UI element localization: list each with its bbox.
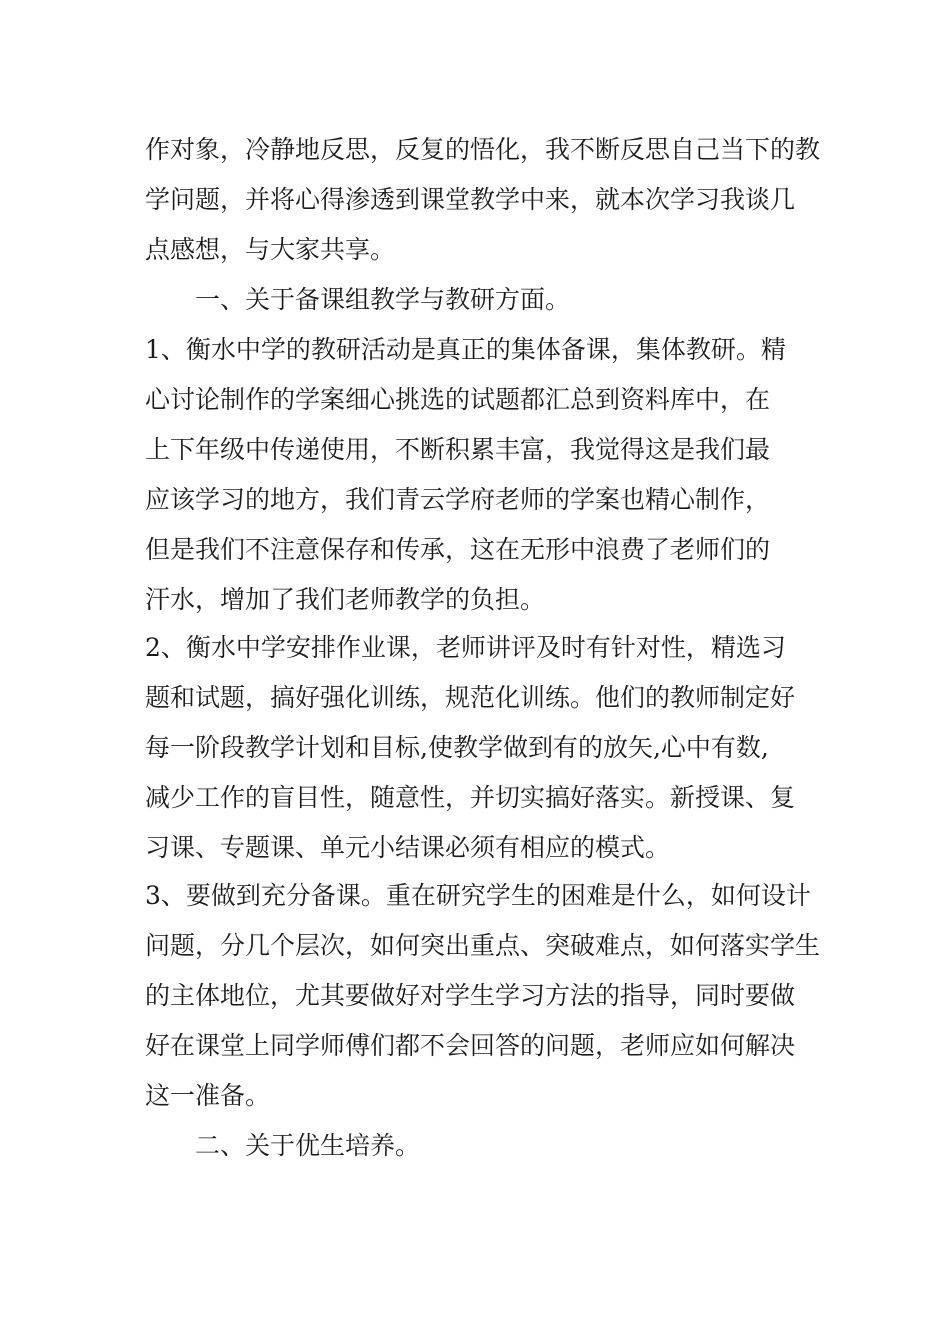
paragraph-line: 应该学习的地方，我们青云学府老师的学案也精心制作， — [145, 485, 771, 514]
paragraph-line: 点感想，与大家共享。 — [145, 235, 396, 264]
paragraph-line: 1、衡水中学的教研活动是真正的集体备课，集体教研。精 — [145, 335, 786, 364]
section-heading: 二、关于优生培养。 — [195, 1131, 421, 1160]
paragraph-line: 问题，分几个层次，如何突出重点、突破难点，如何落实学生 — [145, 931, 821, 960]
paragraph-line: 但是我们不注意保存和传承，这在无形中浪费了老师们的 — [145, 535, 771, 564]
paragraph-line: 作对象，冷静地反思，反复的悟化，我不断反思自己当下的教 — [145, 135, 821, 164]
section-heading: 一、关于备课组教学与教研方面。 — [195, 285, 571, 314]
paragraph-line: 的主体地位，尤其要做好对学生学习方法的指导，同时要做 — [145, 981, 796, 1010]
paragraph-line: 每一阶段教学计划和目标,使教学做到有的放矢,心中有数, — [145, 733, 769, 762]
paragraph-line: 学问题，并将心得渗透到课堂教学中来，就本次学习我谈几 — [145, 185, 796, 214]
paragraph-line: 题和试题，搞好强化训练，规范化训练。他们的教师制定好 — [145, 683, 796, 712]
paragraph-line: 3、要做到充分备课。重在研究学生的困难是什么，如何设计 — [145, 881, 811, 910]
paragraph-line: 习课、专题课、单元小结课必须有相应的模式。 — [145, 833, 671, 862]
paragraph-line: 汗水，增加了我们老师教学的负担。 — [145, 585, 546, 614]
paragraph-line: 心讨论制作的学案细心挑选的试题都汇总到资料库中，在 — [145, 385, 771, 414]
paragraph-line: 好在课堂上同学师傅们都不会回答的问题，老师应如何解决 — [145, 1031, 796, 1060]
paragraph-line: 减少工作的盲目性，随意性，并切实搞好落实。新授课、复 — [145, 783, 796, 812]
paragraph-line: 上下年级中传递使用，不断积累丰富，我觉得这是我们最 — [145, 435, 771, 464]
paragraph-line: 这一准备。 — [145, 1081, 271, 1110]
paragraph-line: 2、衡水中学安排作业课，老师讲评及时有针对性，精选习 — [145, 633, 786, 662]
